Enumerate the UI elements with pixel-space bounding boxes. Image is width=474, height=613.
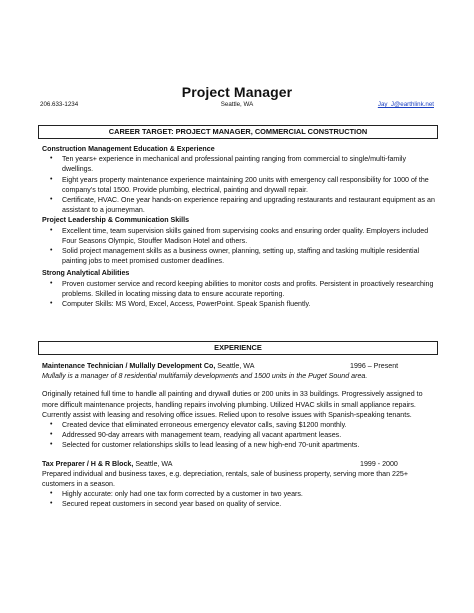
experience-heading: EXPERIENCE [38,341,438,355]
job-dates: 1999 - 2000 [360,459,398,468]
bullet-icon: • [50,300,53,308]
list-item [42,489,436,499]
job-entry [42,361,436,451]
list-item-text: Highly accurate: only had one tax form corrected by a customer in two years. [62,490,303,499]
list-item-text: Solid project management skills as a business owner, planning, setting up, staffing and tasking multiple residential painting jobs to meet promised customer deadlines. [62,247,420,266]
job-title: Tax Preparer / H & R Block, [42,459,134,468]
list-item-text: Computer Skills: MS Word, Excel, Access, PowerPoint. Speak Spanish fluently. [62,300,311,309]
summary-list [42,279,436,310]
bullet-icon: • [50,247,53,255]
bullet-icon: • [50,196,53,204]
list-item [42,440,436,450]
list-item [42,175,436,195]
list-item-text: Selected for customer relationships skills to lead leasing of a new high-end 70-unit apartments. [62,441,360,450]
list-item-text: Excellent time, team supervision skills gained from supervising cooks and ensuring order quality. Employers included Four Seasons Olympic, Stouffer Madison Hotel and others. [62,226,429,245]
list-item [42,246,436,266]
bullet-icon: • [50,431,53,439]
summary-group-title: Strong Analytical Abilities [42,269,130,278]
career-target-heading: CAREER TARGET: PROJECT MANAGER, COMMERCIAL CONSTRUCTION [38,125,438,139]
list-item [42,226,436,246]
summary-list [42,226,436,267]
bullet-icon: • [50,441,53,449]
bullet-icon: • [50,175,53,183]
list-item [42,154,436,174]
job-entry [42,459,436,510]
experience-section [42,361,436,510]
job-description: Prepared individual and business taxes, e.g. depreciation, rentals, sale of business property, serving more than 225+ customers in a season. [42,469,409,488]
bullet-icon: • [50,421,53,428]
bullet-icon: • [50,226,53,234]
list-item-text: Proven customer service and record keeping abilities to monitor costs and profits. Persistent in proactively researching problems. Skilled in locating missing data to ensure accurate reporting. [62,279,434,298]
job-bullets [42,420,436,451]
list-item-text: Addressed 90-day arrears with management team, readying all vacant apartment leases. [62,431,342,440]
list-item [42,499,436,509]
job-title: Maintenance Technician / Mullally Development Co, [42,362,216,370]
contact-email-link[interactable]: Jay_J@earthlink.net [377,101,434,108]
job-header [42,459,436,469]
list-item [42,299,436,309]
list-item-text: Eight years property maintenance experience maintaining 200 units with emergency call responsibility for 1000 of the company’s total 1500. Provide plumbing, electrical, painting and drywall repair. [62,175,429,194]
bullet-icon: • [50,279,53,287]
summary-section [42,144,436,309]
bullet-icon: • [50,500,53,508]
job-description: Originally retained full time to handle all painting and drywall duties or 200 units in 33 buildings. Progressively assigned to more difficult maintenance projects, handling repairs involving plumbing. Utilized HVAC skills in small appliance repairs. Currently assist with leasing and resolving office issues. Relied upon to resolve issues with Spanish-speaking tenants. [42,390,423,419]
list-item [42,430,436,440]
contact-line [40,101,434,111]
bullet-icon: • [50,155,53,163]
job-header [42,361,436,371]
list-item [42,195,436,215]
job-location: Seattle, WA [133,459,173,468]
list-item-text: Created device that eliminated erroneous emergency elevator calls, saving $1200 monthly. [62,421,347,429]
list-item-text: Secured repeat customers in second year based on quality of service. [62,500,282,509]
job-tagline: Mullally is a manager of 8 residential multifamily developments and 1500 units in the Puget Sound area. [42,372,368,381]
job-location: Seattle, WA [215,362,255,370]
job-bullets [42,489,436,509]
bullet-icon: • [50,490,53,498]
list-item-text: Ten years+ experience in mechanical and professional painting ranging from commercial to single/multi-family dwellings. [62,155,407,174]
summary-group-title: Project Leadership & Communication Skills [42,216,190,225]
contact-phone: 206.633-1234 [40,101,79,108]
contact-city: Seattle, WA [220,101,254,108]
resume-name: Project Manager [181,84,293,100]
summary-list [42,154,436,215]
job-dates: 1996 – Present [350,362,399,370]
summary-group-title: Construction Management Education & Experience [42,145,215,153]
list-item [42,279,436,299]
list-item-text: Certificate, HVAC. One year hands-on experience repairing and upgrading restaurants and restaurant equipment as an assistant to a journeyman. [62,196,435,215]
list-item [42,420,436,430]
